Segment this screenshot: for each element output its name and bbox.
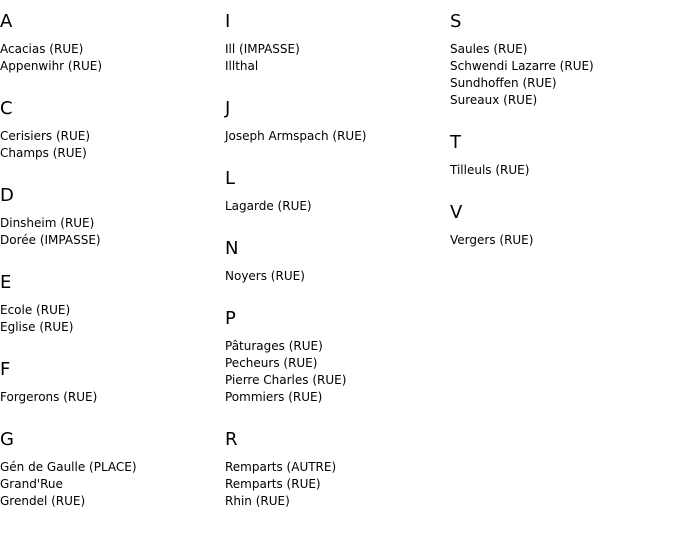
street-list <box>0 459 225 510</box>
letter-heading: C <box>0 98 13 119</box>
street-list <box>225 338 450 406</box>
letter-heading: R <box>225 429 238 450</box>
letter-group-n <box>225 238 450 285</box>
street-item[interactable] <box>225 198 450 215</box>
letter-group-j <box>225 98 450 145</box>
street-item[interactable] <box>0 41 225 58</box>
street-link[interactable]: Joseph Armspach (RUE) <box>225 129 367 143</box>
street-item[interactable] <box>0 215 225 232</box>
street-item[interactable] <box>225 338 450 355</box>
letter-heading: G <box>0 429 14 450</box>
letter-group-p <box>225 308 450 406</box>
street-link[interactable]: Appenwihr (RUE) <box>0 59 102 73</box>
street-link[interactable]: Illthal <box>225 59 259 73</box>
street-link[interactable]: Dinsheim (RUE) <box>0 216 95 230</box>
street-link[interactable]: Pierre Charles (RUE) <box>225 373 347 387</box>
street-item[interactable] <box>0 232 225 249</box>
letter-group-s <box>450 11 675 109</box>
street-link[interactable]: Sureaux (RUE) <box>450 93 538 107</box>
letter-heading: E <box>0 272 12 293</box>
street-link[interactable]: Gén de Gaulle (PLACE) <box>0 460 137 474</box>
street-item[interactable] <box>225 355 450 372</box>
street-item[interactable] <box>450 75 675 92</box>
street-item[interactable] <box>450 92 675 109</box>
street-item[interactable] <box>0 302 225 319</box>
street-list <box>0 215 225 249</box>
letter-group-g <box>0 429 225 510</box>
street-list <box>225 198 450 215</box>
letter-group-r <box>225 429 450 510</box>
street-item[interactable] <box>450 232 675 249</box>
street-item[interactable] <box>0 58 225 75</box>
letter-group-v <box>450 202 675 249</box>
street-link[interactable]: Noyers (RUE) <box>225 269 305 283</box>
letter-group-i <box>225 11 450 75</box>
street-list <box>450 232 675 249</box>
street-item[interactable] <box>450 58 675 75</box>
street-link[interactable]: Remparts (AUTRE) <box>225 460 337 474</box>
letter-heading: N <box>225 238 239 259</box>
street-link[interactable]: Champs (RUE) <box>0 146 87 160</box>
street-item[interactable] <box>0 493 225 510</box>
street-index-column-1 <box>0 0 225 510</box>
street-item[interactable] <box>0 389 225 406</box>
street-list <box>225 459 450 510</box>
street-item[interactable] <box>225 268 450 285</box>
street-item[interactable] <box>225 372 450 389</box>
street-list <box>225 41 450 75</box>
letter-group-e <box>0 272 225 336</box>
street-item[interactable] <box>0 145 225 162</box>
street-link[interactable]: Vergers (RUE) <box>450 233 534 247</box>
letter-group-t <box>450 132 675 179</box>
street-item[interactable] <box>450 162 675 179</box>
street-item[interactable] <box>225 58 450 75</box>
street-link[interactable]: Pommiers (RUE) <box>225 390 323 404</box>
street-index-column-3 <box>450 0 675 249</box>
street-item[interactable] <box>225 128 450 145</box>
street-item[interactable] <box>225 476 450 493</box>
street-item[interactable] <box>0 319 225 336</box>
letter-heading: J <box>225 98 231 119</box>
street-link[interactable]: Pâturages (RUE) <box>225 339 323 353</box>
letter-heading: F <box>0 359 11 380</box>
street-index-column-2 <box>225 0 450 510</box>
letter-group-d <box>0 185 225 249</box>
street-list <box>450 41 675 109</box>
street-item[interactable] <box>225 41 450 58</box>
street-list <box>0 302 225 336</box>
street-link[interactable]: Sundhoffen (RUE) <box>450 76 557 90</box>
letter-heading: A <box>0 11 13 32</box>
street-link[interactable]: Ecole (RUE) <box>0 303 71 317</box>
letter-group-a <box>0 11 225 75</box>
letter-heading: P <box>225 308 236 329</box>
street-item[interactable] <box>0 459 225 476</box>
street-link[interactable]: Tilleuls (RUE) <box>450 163 530 177</box>
street-list <box>0 41 225 75</box>
street-link[interactable]: Lagarde (RUE) <box>225 199 312 213</box>
street-list <box>225 268 450 285</box>
street-list <box>0 128 225 162</box>
letter-group-l <box>225 168 450 215</box>
street-item[interactable] <box>225 389 450 406</box>
street-link[interactable]: Rhin (RUE) <box>225 494 290 508</box>
letter-heading: I <box>225 11 231 32</box>
letter-heading: T <box>450 132 461 153</box>
street-list <box>225 128 450 145</box>
street-link[interactable]: Schwendi Lazarre (RUE) <box>450 59 594 73</box>
street-item[interactable] <box>225 493 450 510</box>
street-link[interactable]: Remparts (RUE) <box>225 477 321 491</box>
street-link[interactable]: Dorée (IMPASSE) <box>0 233 101 247</box>
street-link[interactable]: Pecheurs (RUE) <box>225 356 318 370</box>
street-item[interactable] <box>225 459 450 476</box>
street-item[interactable] <box>0 476 225 493</box>
letter-group-c <box>0 98 225 162</box>
street-item[interactable] <box>450 41 675 58</box>
street-link[interactable]: Ill (IMPASSE) <box>225 42 300 56</box>
street-link[interactable]: Saules (RUE) <box>450 42 528 56</box>
street-link[interactable]: Eglise (RUE) <box>0 320 74 334</box>
street-list <box>0 389 225 406</box>
street-list <box>450 162 675 179</box>
street-link[interactable]: Acacias (RUE) <box>0 42 84 56</box>
street-link[interactable]: Forgerons (RUE) <box>0 390 98 404</box>
letter-heading: S <box>450 11 462 32</box>
letter-group-f <box>0 359 225 406</box>
letter-heading: D <box>0 185 14 206</box>
letter-heading: L <box>225 168 236 189</box>
street-link[interactable]: Cerisiers (RUE) <box>0 129 91 143</box>
letter-heading: V <box>450 202 463 223</box>
street-item[interactable] <box>0 128 225 145</box>
street-link[interactable]: Grand'Rue <box>0 477 63 491</box>
street-link[interactable]: Grendel (RUE) <box>0 494 86 508</box>
